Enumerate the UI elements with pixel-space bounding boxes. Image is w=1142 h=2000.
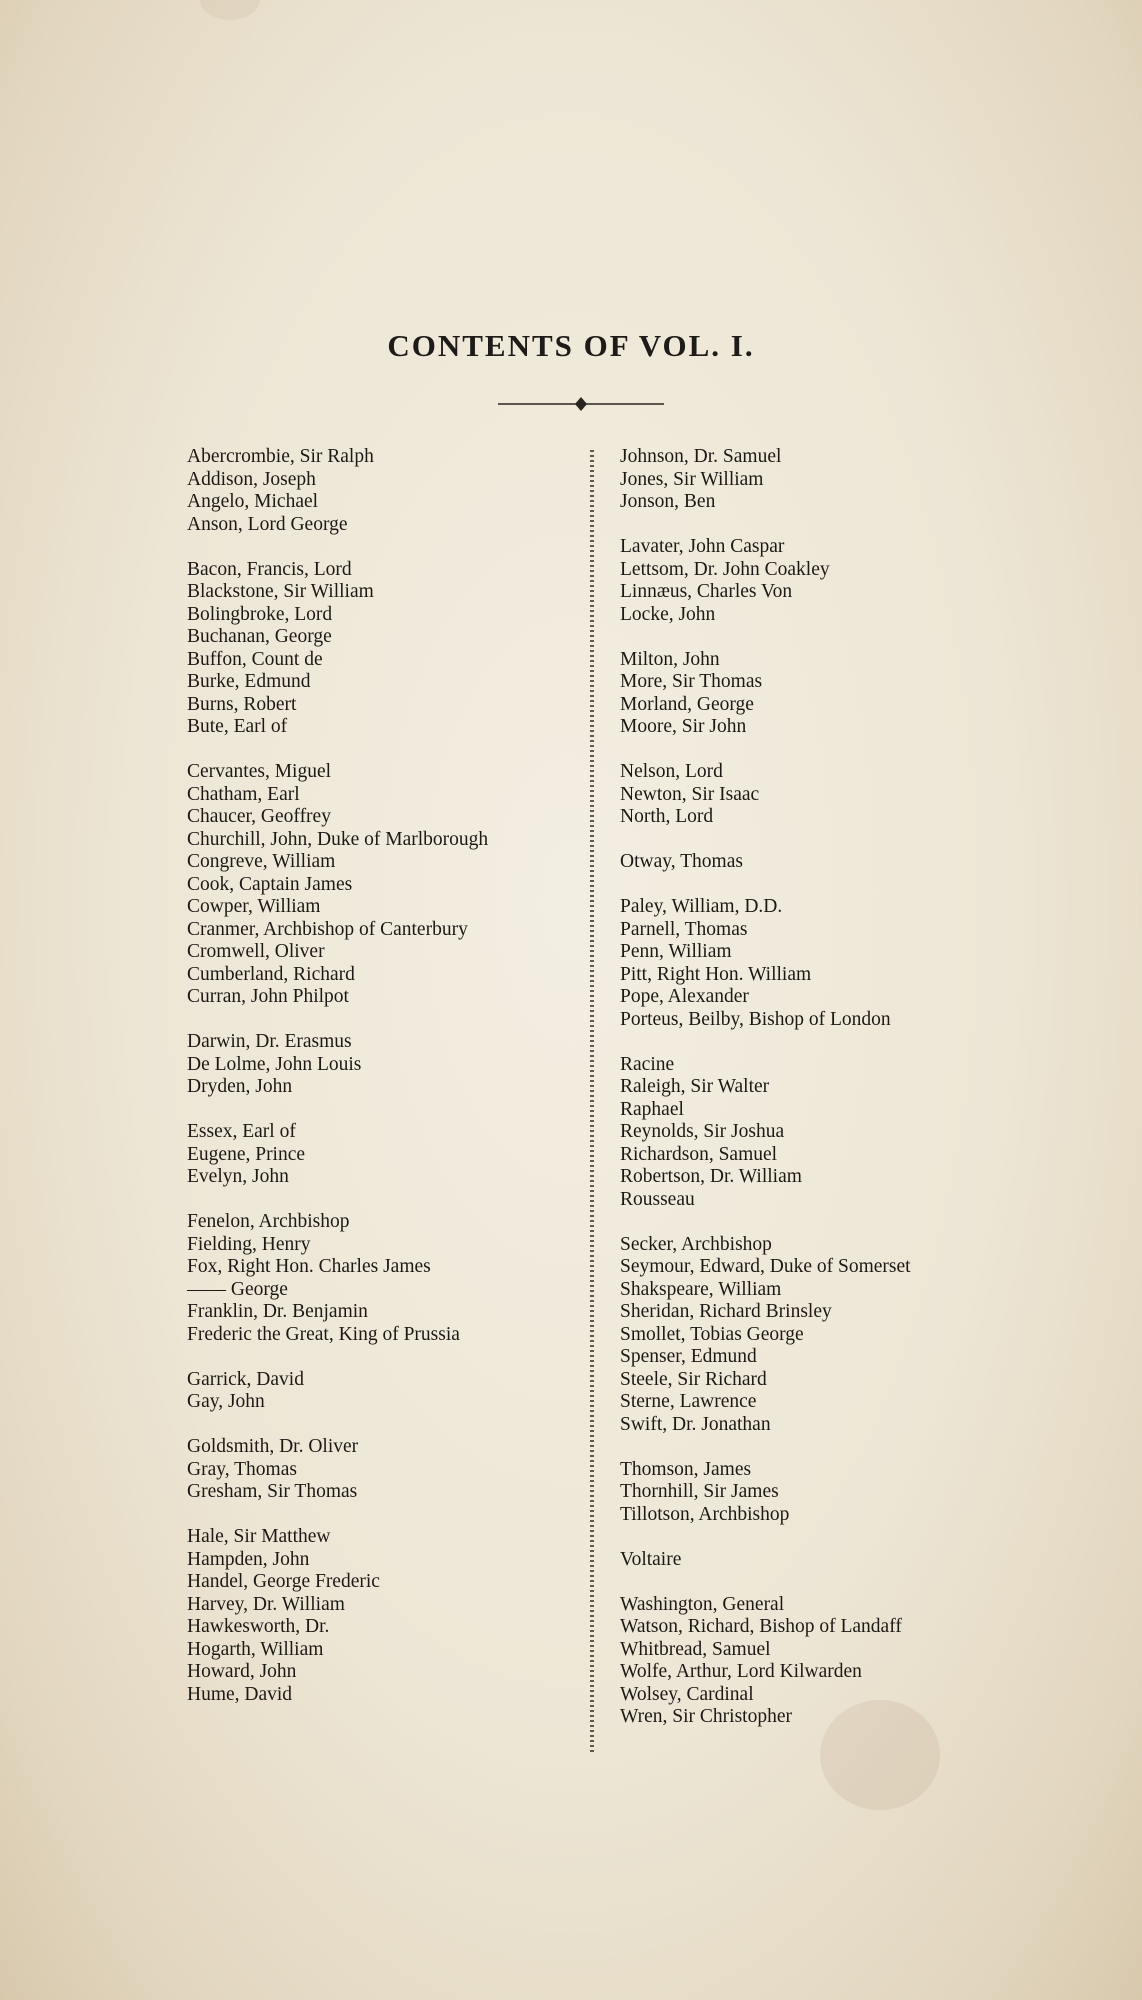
contents-entry: Dryden, John [187,1076,293,1097]
contents-entry: Robertson, Dr. William [620,1166,802,1187]
contents-entry: Burke, Edmund [187,671,311,692]
contents-entry: Wren, Sir Christopher [620,1706,792,1727]
contents-entry: More, Sir Thomas [620,671,763,692]
contents-entry: Pope, Alexander [620,986,749,1007]
contents-entry: Chatham, Earl [187,783,300,805]
contents-entry: Franklin, Dr. Benjamin [187,1301,368,1322]
contents-entry: Johnson, Dr. Samuel [620,446,782,467]
contents-entry: Angelo, Michael [187,491,319,512]
contents-entry: Essex, Earl of [187,1121,296,1142]
contents-entry: Anson, Lord George [187,513,348,535]
contents-entry: Milton, John [620,648,720,670]
contents-entry: Goldsmith, Dr. Oliver [187,1436,359,1457]
contents-entry: Addison, Joseph [187,468,316,490]
contents-entry: Watson, Richard, Bishop of Landaff [620,1616,902,1637]
contents-group [620,536,1040,626]
contents-entry: Curran, John Philpot [187,986,349,1007]
contents-entry: Tillotson, Archbishop [620,1503,790,1525]
contents-group [187,1211,577,1346]
contents-entry: Fenelon, Archbishop [187,1211,350,1232]
contents-entry: Blackstone, Sir William [187,581,374,602]
contents-group [187,1526,577,1706]
contents-entry: Garrick, David [187,1368,304,1390]
contents-entry: Cumberland, Richard [187,963,355,985]
contents-entry: Chaucer, Geoffrey [187,806,331,827]
contents-entry: Thornhill, Sir James [620,1481,779,1502]
contents-entry: Raleigh, Sir Walter [620,1076,770,1097]
contents-group [620,446,1040,514]
contents-group [620,1459,1040,1527]
contents-entry: Cook, Captain James [187,873,353,895]
contents-entry: Morland, George [620,693,754,715]
contents-entry: Handel, George Frederic [187,1571,380,1592]
contents-entry: Washington, General [620,1593,785,1615]
contents-entry: De Lolme, John Louis [187,1053,362,1075]
contents-entry: Jonson, Ben [620,491,716,512]
contents-entry: Congreve, William [187,851,336,872]
contents-group [620,1234,1040,1437]
paper-stain [200,0,260,20]
contents-entry: Bute, Earl of [187,716,288,737]
contents-entry: Abercrombie, Sir Ralph [187,446,374,467]
contents-group [620,851,1040,874]
title-ornament [496,394,666,414]
contents-entry: Harvey, Dr. William [187,1593,345,1615]
contents-entry: Seymour, Edward, Duke of Somerset [620,1256,911,1277]
contents-entry: Gresham, Sir Thomas [187,1481,358,1502]
contents-group [187,1031,577,1099]
contents-entry: Voltaire [620,1548,682,1570]
contents-group [620,896,1040,1031]
contents-entry: Whitbread, Samuel [620,1638,771,1660]
contents-entry: Reynolds, Sir Joshua [620,1121,785,1142]
contents-entry: Hogarth, William [187,1638,324,1660]
contents-group [187,761,577,1009]
contents-entry: Otway, Thomas [620,851,743,872]
contents-entry: Bacon, Francis, Lord [187,558,352,580]
contents-entry: Moore, Sir John [620,716,747,737]
contents-group [187,1121,577,1189]
contents-entry: Newton, Sir Isaac [620,783,760,805]
contents-group [187,446,577,536]
contents-group [187,1369,577,1414]
contents-entry: Pitt, Right Hon. William [620,963,812,985]
contents-entry: Burns, Robert [187,693,297,715]
contents-entry: Buffon, Count de [187,648,323,670]
contents-group [620,649,1040,739]
contents-entry: Sterne, Lawrence [620,1391,757,1412]
contents-entry: Cromwell, Oliver [187,941,325,962]
contents-entry: Jones, Sir William [620,468,764,490]
contents-entry: North, Lord [620,806,714,827]
contents-entry: Smollet, Tobias George [620,1323,804,1345]
contents-entry: Cervantes, Miguel [187,761,332,782]
contents-entry: Richardson, Samuel [620,1143,778,1165]
contents-entry: Frederic the Great, King of Prussia [187,1323,460,1345]
contents-entry: Fox, Right Hon. Charles James [187,1256,431,1277]
contents-entry: Nelson, Lord [620,761,723,782]
contents-group [620,1594,1040,1729]
contents-entry: Hale, Sir Matthew [187,1526,331,1547]
contents-entry: Linnæus, Charles Von [620,581,793,602]
contents-entry: Parnell, Thomas [620,918,748,940]
contents-entry: Locke, John [620,603,716,625]
contents-entry: Cranmer, Archbishop of Canterbury [187,918,468,940]
contents-entry: Bolingbroke, Lord [187,603,333,625]
contents-entry: Steele, Sir Richard [620,1368,767,1390]
contents-entry: Spenser, Edmund [620,1346,757,1367]
contents-entry: Gray, Thomas [187,1458,297,1480]
contents-entry: Cowper, William [187,896,321,917]
contents-entry: Shakspeare, William [620,1278,782,1300]
contents-group [187,559,577,739]
contents-entry: Evelyn, John [187,1166,289,1187]
contents-group [620,1054,1040,1212]
contents-group [620,761,1040,829]
contents-left-column [187,446,577,1729]
contents-entry: —— George [187,1278,288,1300]
contents-entry: Sheridan, Richard Brinsley [620,1301,832,1322]
contents-entry: Darwin, Dr. Erasmus [187,1031,352,1052]
contents-entry: Hampden, John [187,1548,310,1570]
contents-right-column [620,446,1040,1751]
contents-group [187,1436,577,1504]
contents-entry: Wolfe, Arthur, Lord Kilwarden [620,1661,862,1682]
contents-entry: Racine [620,1053,675,1075]
contents-entry: Swift, Dr. Jonathan [620,1413,771,1435]
contents-entry: Rousseau [620,1188,695,1210]
contents-group [620,1549,1040,1572]
contents-entry: Paley, William, D.D. [620,896,783,917]
contents-entry: Secker, Archbishop [620,1233,772,1255]
page-title: CONTENTS OF VOL. I. [387,328,755,363]
contents-entry: Penn, William [620,941,732,962]
contents-entry: Lettsom, Dr. John Coakley [620,558,830,580]
contents-entry: Churchill, John, Duke of Marlborough [187,828,489,850]
contents-entry: Porteus, Beilby, Bishop of London [620,1008,891,1030]
contents-entry: Hume, David [187,1683,293,1705]
contents-entry: Hawkesworth, Dr. [187,1616,330,1637]
column-divider [590,450,594,1753]
contents-entry: Howard, John [187,1661,297,1682]
contents-entry: Wolsey, Cardinal [620,1683,754,1705]
contents-entry: Gay, John [187,1391,265,1412]
contents-entry: Raphael [620,1098,684,1120]
contents-entry: Fielding, Henry [187,1233,311,1255]
contents-entry: Buchanan, George [187,626,332,647]
contents-entry: Thomson, James [620,1458,752,1480]
contents-entry: Eugene, Prince [187,1143,306,1165]
contents-entry: Lavater, John Caspar [620,536,785,557]
